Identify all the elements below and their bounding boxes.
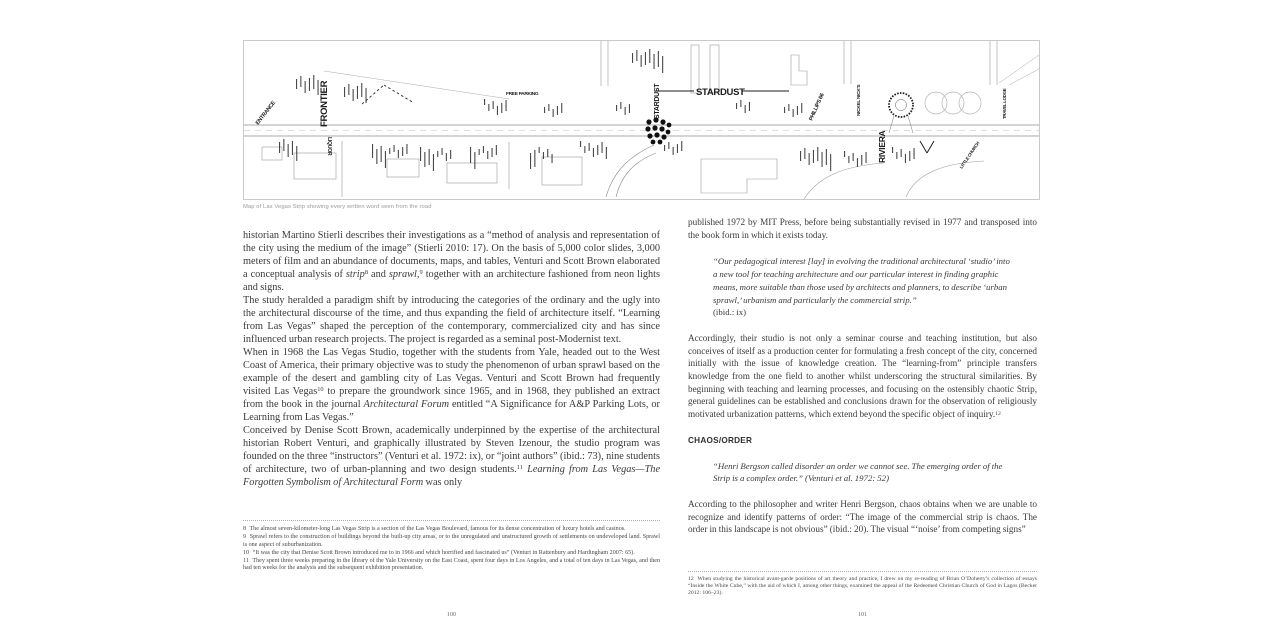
- micro-text-mark: [580, 141, 581, 147]
- right-footnotes: [688, 576, 1037, 599]
- strip-map-figure: [243, 40, 1040, 200]
- left-footnotes: [243, 526, 660, 574]
- micro-text-mark: [446, 153, 447, 161]
- paragraph: When in 1968 the Las Vegas Studio, together with the students from Yale, headed out to the West Coast of America, their primary objective was to study the phenomenon of urban sprawl based on the example of the desert and gambling city of Las Vegas. Venturi and Scott Brown had frequently visited Las Vegas$^{10}$ to prepare the groundwork since 1965, and in 1968, they published an extract from the book in the journal Architectural Forum entitled “A Significance for A&P Parking Lots, or Learning from Las Vegas.”: [243, 347, 660, 423]
- micro-text-mark: [394, 145, 395, 152]
- micro-text-mark: [801, 103, 802, 113]
- map-label: RIVIERA: [877, 130, 887, 163]
- block-quote: “Henri Bergson called disorder an order we cannot see. The emerging order of the Strip is a complex order.” (Venturi et al. 1972: 52): [713, 460, 1003, 484]
- micro-text-mark: [420, 147, 421, 161]
- micro-text-mark: [300, 76, 301, 87]
- micro-text-mark: [673, 147, 674, 155]
- micro-text-mark: [474, 152, 475, 169]
- paragraph: According to the philosopher and writer Henri Bergson, chaos obtains when we are unable to recognize and identify patterns of order: “The image of the commercial strip is chaos. The order in this landscape is not obvious” (ibid.: 20). The visual “‘noise’ from competing signs”: [688, 498, 1037, 535]
- micro-text-mark: [557, 106, 558, 115]
- map-label: STARDUST: [696, 87, 745, 98]
- footnote: 8 The almost seven-kilometer-long Las Vegas Strip is a section of the Las Vegas Boulevard, famous for its dense concentration of luxury hotels and casinos.: [243, 526, 626, 532]
- micro-text-mark: [629, 104, 630, 113]
- guide-lines: [324, 55, 1039, 99]
- map-caption: Map of Las Vegas Strip showing every written word seen from the road: [243, 204, 432, 210]
- cloverleaf-outline: [925, 92, 981, 114]
- micro-text-mark: [305, 81, 306, 93]
- micro-text-mark: [817, 147, 818, 161]
- paragraph: Conceived by Denise Scott Brown, academically underpinned by the expertise of the architectural historian Robert Venturi, and graphically illustrated by Steven Izenour, the studio program was founded on the three “instructors” (Venturi et al. 1972: ix), or “joint authors” (ibid.: 73), nine students of architecture, two of urban-planning and two design students.$^{11}$ Learning from Las Vegas—The Forgotten Symbolism of Architectural Form was only: [243, 425, 661, 488]
- micro-text-mark: [433, 154, 434, 171]
- micro-text-mark: [372, 144, 373, 158]
- micro-text-mark: [292, 141, 293, 155]
- map-label: LIQUOR: [326, 137, 332, 156]
- micro-text-mark: [376, 149, 377, 164]
- micro-text-mark: [736, 103, 737, 109]
- micro-text-mark: [797, 106, 798, 115]
- micro-text-mark: [492, 148, 493, 157]
- micro-text-mark: [901, 149, 902, 157]
- micro-text-mark: [309, 78, 310, 91]
- micro-text-mark: [664, 145, 665, 151]
- micro-text-mark: [470, 147, 471, 163]
- micro-text-mark: [584, 146, 585, 153]
- micro-text-mark: [909, 151, 910, 161]
- micro-text-mark: [589, 143, 590, 151]
- stardust-sign-dots: [645, 117, 671, 144]
- micro-text-mark: [800, 151, 801, 161]
- micro-text-mark: [668, 142, 669, 149]
- micro-text-mark: [442, 148, 443, 155]
- micro-text-mark: [318, 80, 319, 95]
- micro-text-mark: [654, 54, 655, 69]
- map-label: LITTLE CHURCH: [958, 140, 981, 170]
- micro-text-mark: [649, 49, 650, 63]
- micro-text-mark: [552, 154, 553, 163]
- micro-text-mark: [636, 50, 637, 61]
- paragraph: historian Martino Stierli describes their investigations as a “method of analysis and representation of the city using the medium of the image” (Stierli 2010: 17). On the basis of 5,000 color slides, 3,000 meters of film and an abundance of documents, maps, and tables, Venturi and Scott Brown elaborated a conceptual analysis of strip$^8$ and sprawl,$^9$ together with an architecture fashioned from neon lights and signs.: [243, 230, 660, 293]
- footnote: 11 They spent three weeks preparing in the library of the Yale University on the East Coast, spent four days in Los Angeles, and a total of ten days in Las Vegas, and then had ten weeks for the analysis and the subsequent exhibition presentation.: [243, 558, 660, 572]
- micro-text-mark: [539, 147, 540, 153]
- micro-text-mark: [606, 147, 607, 159]
- micro-text-mark: [547, 149, 548, 157]
- micro-text-mark: [749, 102, 750, 111]
- micro-text-mark: [366, 88, 367, 103]
- micro-text-mark: [793, 109, 794, 117]
- micro-text-mark: [450, 150, 451, 159]
- footnote-rule: [688, 571, 1037, 572]
- v-marker: [920, 141, 934, 153]
- micro-text-mark: [896, 152, 897, 159]
- micro-text-mark: [487, 151, 488, 159]
- footnote-rule: [243, 520, 660, 521]
- micro-text-mark: [625, 107, 626, 115]
- micro-text-mark: [348, 84, 349, 95]
- map-label: FRONTIER: [319, 80, 330, 127]
- micro-text-mark: [677, 144, 678, 153]
- micro-text-mark: [313, 75, 314, 89]
- micro-text-mark: [745, 105, 746, 113]
- micro-text-mark: [389, 148, 390, 154]
- quote-citation: (ibid.: ix): [713, 307, 747, 318]
- micro-text-mark: [361, 83, 362, 97]
- micro-text-mark: [822, 152, 823, 167]
- right-text-column: [688, 216, 1037, 536]
- micro-text-mark: [496, 145, 497, 155]
- strip-map-svg: [244, 41, 1039, 199]
- map-label: FREE PARKING: [506, 92, 539, 97]
- micro-text-mark: [553, 109, 554, 117]
- map-label: STARDUST: [654, 83, 661, 119]
- micro-text-mark: [283, 139, 284, 151]
- footnote: 12 When studying the historical avant-garde positions of art theory and practice, I drew on my re-reading of Brian O’Doherty’s collection of essays “Inside the White Cube,” with the aid of which I, among other things, examined the appeal of the Redeemed Christian Church of God in Lagos (Becker 2012: 106–23).: [688, 576, 1037, 597]
- paragraph: The study heralded a paradigm shift by introducing the categories of the ordinary and the ugly into the architectural discourse of the time, and thus expanding the field of architecture itself. “Learning from Las Vegas” shaped the perception of the contemporary, commercialized city and has since influenced urban research projects. The project is regarded as a seminal post-Modernist text.: [243, 295, 660, 345]
- micro-text-mark: [681, 141, 682, 151]
- micro-text-mark: [740, 100, 741, 107]
- map-label: PHILLIPS 66: [808, 92, 826, 122]
- micro-text-mark: [344, 87, 345, 97]
- micro-text-mark: [488, 104, 489, 111]
- micro-text-mark: [357, 86, 358, 99]
- micro-text-mark: [784, 107, 785, 113]
- micro-text-mark: [506, 100, 507, 111]
- map-label: ENTRANCE: [254, 100, 277, 127]
- micro-text-mark: [809, 153, 810, 165]
- building-footprints: [262, 45, 984, 199]
- micro-text-mark: [429, 149, 430, 165]
- micro-text-mark: [804, 148, 805, 159]
- micro-text-mark: [385, 151, 386, 168]
- micro-text-mark: [296, 79, 297, 89]
- cross-streets: [342, 41, 997, 197]
- micro-text-mark: [279, 142, 280, 153]
- footnote: 9 Sprawl refers to the construction of buildings beyond the built-up city areas, or to the unregulated and unstructured growth of settlements on undeveloped land. Sprawl is one aspect of suburbanization.: [243, 534, 660, 548]
- round-sign: [889, 93, 913, 133]
- paragraph: published 1972 by MIT Press, before being substantially revised in 1977 and transposed into the book form in which it exists today.: [688, 217, 1037, 240]
- micro-text-mark: [602, 142, 603, 153]
- page-number-left: 100: [446, 611, 457, 618]
- micro-text-mark: [402, 147, 403, 156]
- micro-text-mark: [548, 104, 549, 111]
- micro-text-mark: [406, 144, 407, 154]
- micro-text-mark: [493, 101, 494, 109]
- micro-text-mark: [905, 154, 906, 163]
- micro-text-mark: [543, 152, 544, 159]
- micro-text-mark: [866, 152, 867, 163]
- micro-text-mark: [497, 106, 498, 115]
- micro-text-mark: [857, 158, 858, 167]
- micro-text-mark: [353, 89, 354, 101]
- micro-text-mark: [861, 155, 862, 165]
- section-heading: CHAOS/ORDER: [688, 435, 753, 445]
- micro-text-mark: [641, 55, 642, 67]
- micro-text-mark: [501, 103, 502, 113]
- footnote: 10 “It was the city that Denise Scott Brown introduced me to in 1966 and which horrified and fascinated us” (Venturi in Rattenbury and Hardingham 2007: 65).: [243, 549, 635, 556]
- micro-text-mark: [645, 52, 646, 65]
- micro-text-mark: [484, 99, 485, 105]
- paragraph: Accordingly, their studio is not only a seminar course and teaching institution, but also conceives of itself as a production center for formulating a fresh concept of the city, concerned initially with the issue of knowledge creation. The “learning-from” principle transfers knowledge from the one field to another whilst underscoring the structural similarities. By beginning with teaching and learning processes, and focusing on the ostensibly chaotic Strip, general guidelines can be established and conclusions drawn for the observation of religiously motivated urbanization patterns, which extend beyond the specific object of inquiry.$^{12}$: [688, 332, 1037, 420]
- micro-text-mark: [658, 51, 659, 67]
- micro-text-mark: [662, 56, 663, 73]
- micro-text-mark: [632, 53, 633, 63]
- micro-text-mark: [848, 156, 849, 163]
- quote-text: “Our pedagogical interest [lay] in evolving the traditional architectural ‘studio’ into a new tool for teaching architecture and our particular interest in finding graphic means, more suitable than those used by architects and planners, to describe ‘urban sprawl,’ urbanism and particularly the commercial strip.”: [713, 256, 1010, 305]
- micro-text-mark: [437, 151, 438, 157]
- micro-text-mark: [479, 149, 480, 155]
- micro-text-mark: [830, 154, 831, 171]
- micro-text-mark: [424, 152, 425, 167]
- micro-text-mark: [296, 146, 297, 161]
- micro-text-mark: [561, 103, 562, 113]
- micro-text-mark: [544, 107, 545, 113]
- micro-text-mark: [616, 105, 617, 111]
- map-label: TRAVEL LODGE: [1002, 88, 1007, 119]
- micro-text-mark: [597, 145, 598, 155]
- dashed-route: [362, 85, 414, 104]
- left-text-column: [243, 229, 660, 489]
- micro-text-mark: [530, 153, 531, 169]
- micro-text-mark: [620, 102, 621, 109]
- micro-text-mark: [826, 149, 827, 165]
- micro-text-mark: [288, 144, 289, 157]
- micro-text-mark: [593, 148, 594, 157]
- micro-text-mark: [788, 104, 789, 111]
- block-quote: [713, 255, 1015, 319]
- micro-text-mark: [381, 146, 382, 162]
- micro-text-mark: [914, 148, 915, 159]
- micro-text-mark: [844, 151, 845, 157]
- micro-text-mark: [534, 150, 535, 167]
- map-label: NICKEL NICK'S: [857, 84, 862, 116]
- micro-text-mark: [853, 153, 854, 161]
- micro-text-mark: [398, 150, 399, 158]
- page-number-right: 101: [857, 611, 868, 618]
- micro-text-mark: [892, 147, 893, 153]
- micro-text-mark: [483, 146, 484, 153]
- micro-text-mark: [813, 150, 814, 163]
